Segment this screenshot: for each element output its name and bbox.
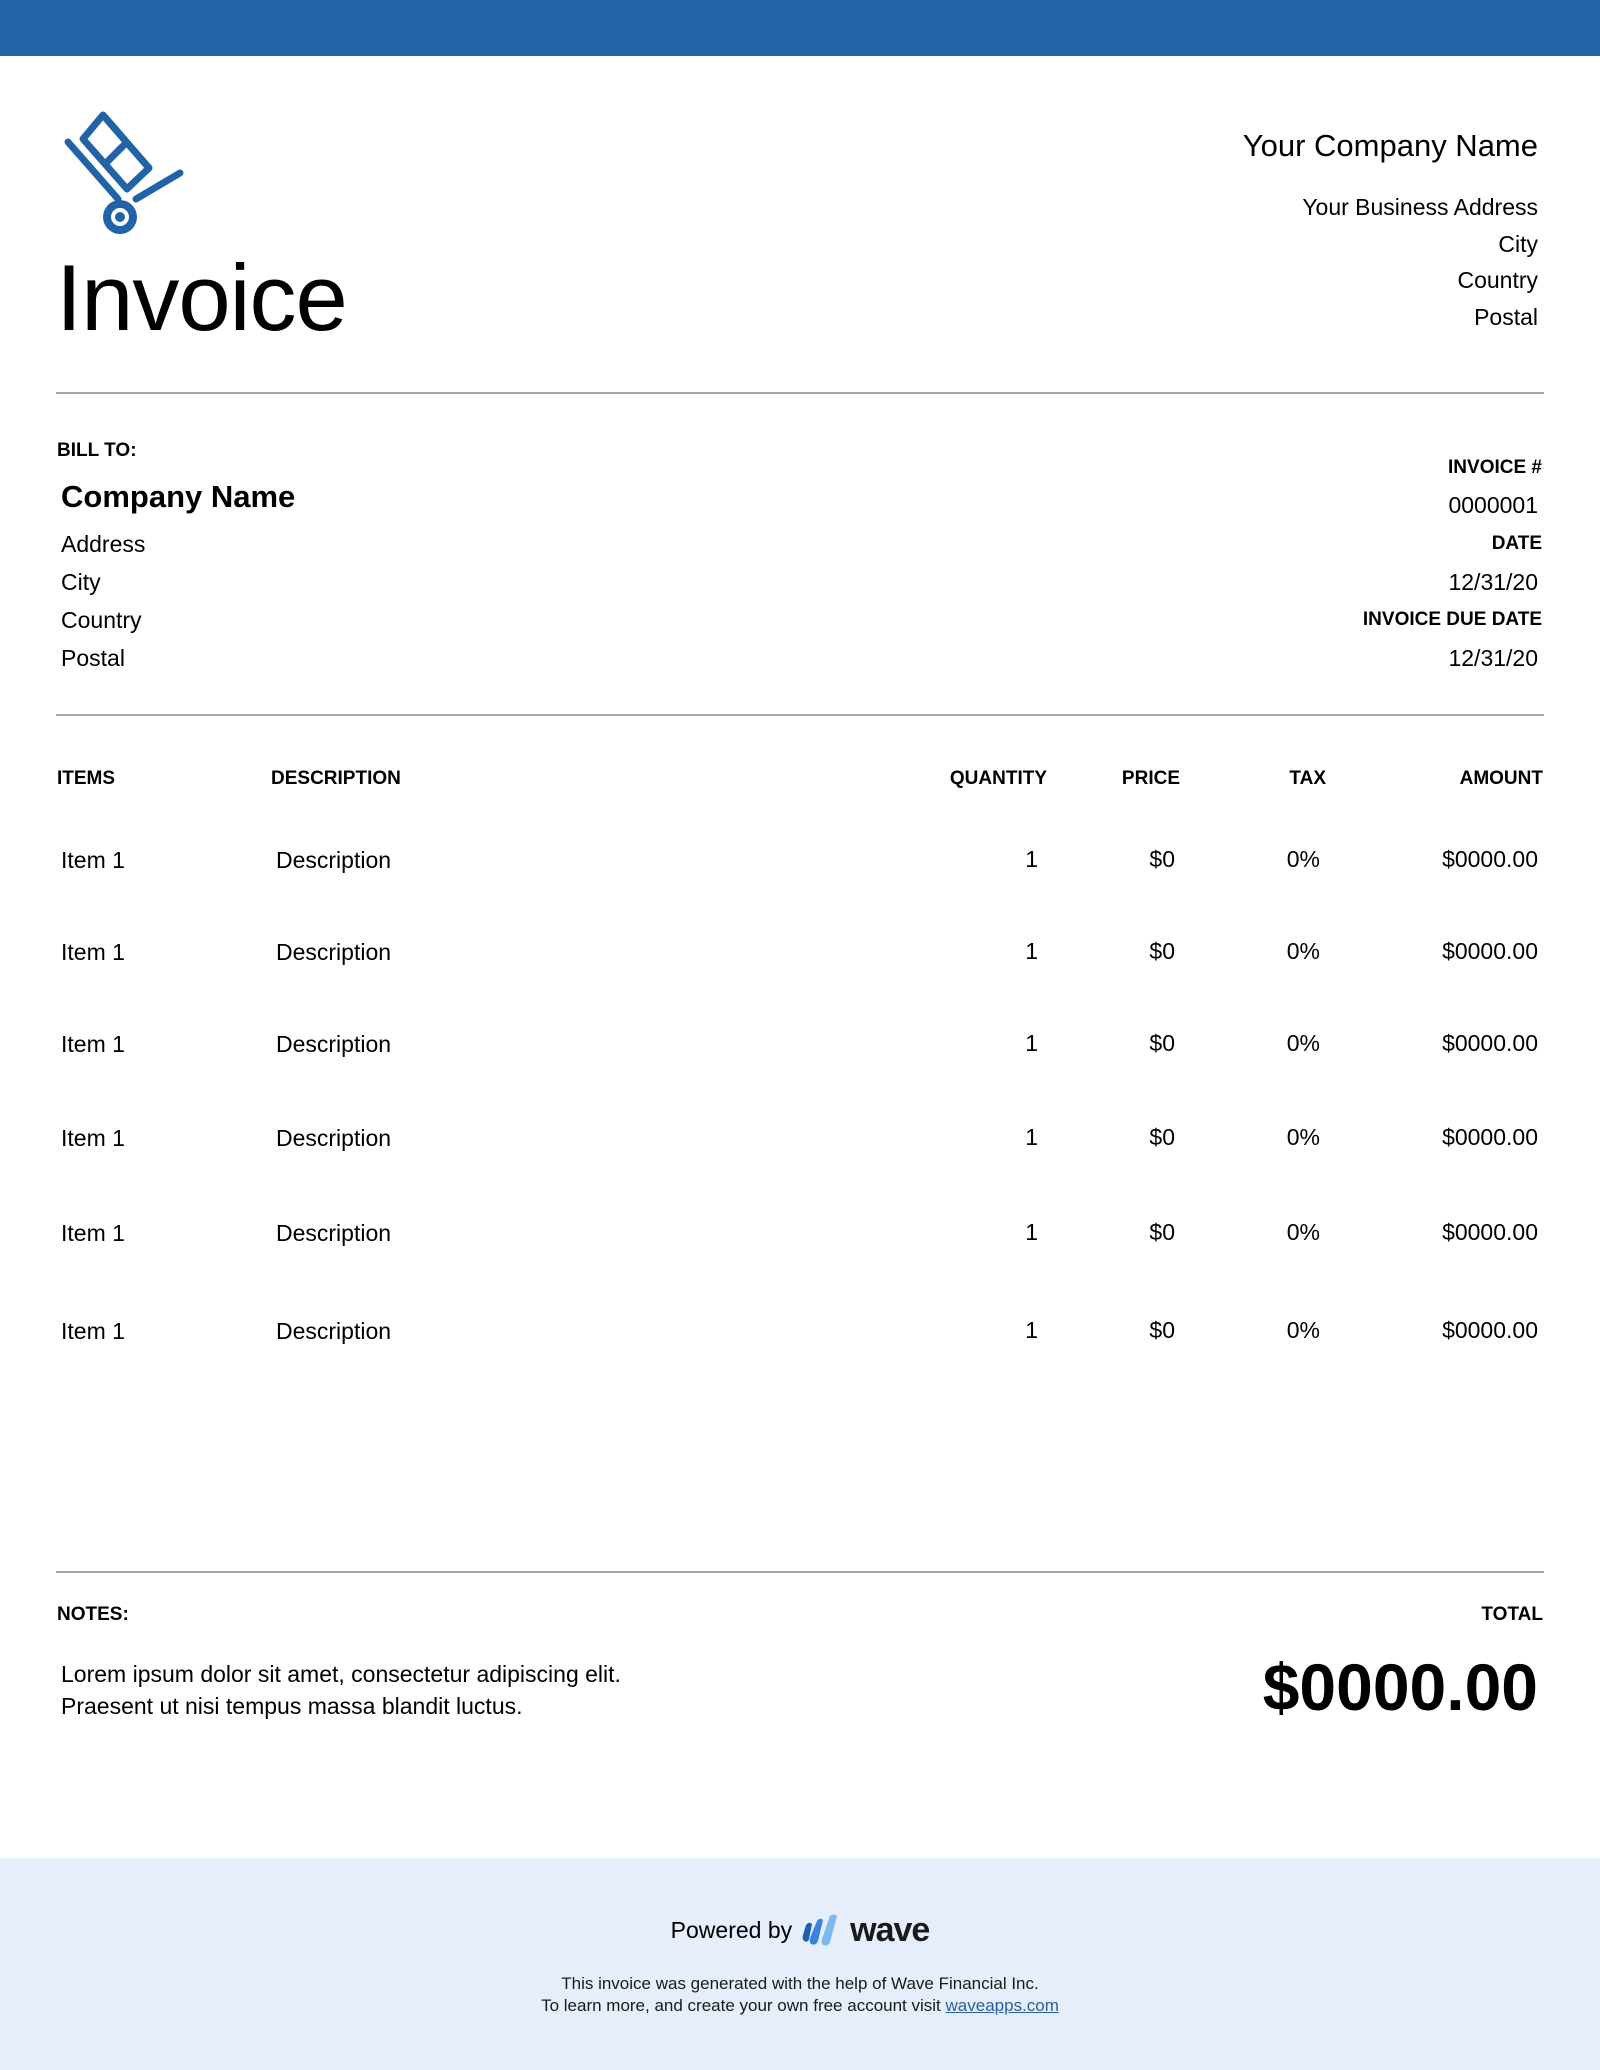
hand-truck-icon [62,111,192,239]
row-amount: $0000.00 [1442,846,1538,872]
powered-by-wave [0,1910,1600,1950]
notes-label: NOTES: [57,1604,129,1625]
sender-country: Country [1457,267,1538,293]
row-item: Item 1 [61,1220,125,1246]
sender-postal: Postal [1474,304,1538,330]
row-quantity: 1 [1025,846,1038,872]
row-amount: $0000.00 [1442,1317,1538,1343]
document-title: Invoice [56,245,347,350]
wave-brand-name: wave [850,1911,930,1949]
row-amount: $0000.00 [1442,1030,1538,1056]
row-description: Description [276,847,392,873]
row-amount: $0000.00 [1442,938,1538,964]
row-tax: 0% [1286,938,1320,964]
row-tax: 0% [1286,1219,1320,1245]
billing-divider [56,714,1544,716]
invoice-number-value: 0000001 [1448,492,1538,518]
header-tax: TAX [1289,768,1326,789]
sender-address: Your Business Address [1302,194,1538,220]
footer [0,1858,1600,2070]
bill-to-country: Country [61,607,142,633]
row-description: Description [276,1318,392,1344]
total-label: TOTAL [1481,1604,1543,1625]
notes-line-1: Lorem ipsum dolor sit amet, consectetur adipiscing elit. [61,1661,621,1687]
header-quantity: QUANTITY [949,768,1047,789]
row-price: $0 [1149,1219,1175,1245]
bill-to-city: City [61,569,101,595]
header-price: PRICE [1121,768,1180,789]
row-item: Item 1 [61,1125,125,1151]
row-item: Item 1 [61,1031,125,1057]
row-tax: 0% [1286,1317,1320,1343]
items-divider [56,1571,1544,1573]
row-price: $0 [1149,1030,1175,1056]
row-price: $0 [1149,1317,1175,1343]
row-quantity: 1 [1025,1030,1038,1056]
bill-to-label: BILL TO: [57,440,137,461]
total-amount: $0000.00 [1262,1650,1538,1724]
date-value: 12/31/20 [1448,569,1538,595]
row-item: Item 1 [61,847,125,873]
row-description: Description [276,1031,392,1057]
top-brand-bar [0,0,1600,56]
row-price: $0 [1149,846,1175,872]
row-quantity: 1 [1025,938,1038,964]
row-item: Item 1 [61,939,125,965]
sender-city: City [1498,231,1538,257]
row-tax: 0% [1286,846,1320,872]
row-amount: $0000.00 [1442,1219,1538,1245]
row-price: $0 [1149,1124,1175,1150]
row-price: $0 [1149,938,1175,964]
row-quantity: 1 [1025,1219,1038,1245]
invoice-number-label: INVOICE # [1448,457,1542,478]
row-quantity: 1 [1025,1317,1038,1343]
header-description: DESCRIPTION [271,768,401,789]
row-description: Description [276,1220,392,1246]
bill-to-company: Company Name [61,479,296,514]
bill-to-postal: Postal [61,645,125,671]
footer-line-1: This invoice was generated with the help of Wave Financial Inc. [561,1974,1039,1993]
due-date-value: 12/31/20 [1448,645,1538,671]
date-label: DATE [1491,533,1542,554]
powered-by-text: Powered by [670,1917,793,1943]
row-quantity: 1 [1025,1124,1038,1150]
row-item: Item 1 [61,1318,125,1344]
due-date-label: INVOICE DUE DATE [1362,609,1542,630]
waveapps-link[interactable]: waveapps.com [945,1996,1059,2015]
bill-to-address: Address [61,531,146,557]
footer-line-2 [0,1995,1600,2017]
row-description: Description [276,1125,392,1151]
row-description: Description [276,939,392,965]
notes-line-2: Praesent ut nisi tempus massa blandit luctus. [61,1693,523,1719]
sender-company-name: Your Company Name [1242,128,1538,163]
header-divider [56,392,1544,394]
header-amount: AMOUNT [1459,768,1543,789]
footer-line-2-text: To learn more, and create your own free account visit [541,1996,946,2015]
row-amount: $0000.00 [1442,1124,1538,1150]
row-tax: 0% [1286,1030,1320,1056]
wave-logo-icon [800,1913,842,1947]
row-tax: 0% [1286,1124,1320,1150]
header-items: ITEMS [57,768,116,789]
